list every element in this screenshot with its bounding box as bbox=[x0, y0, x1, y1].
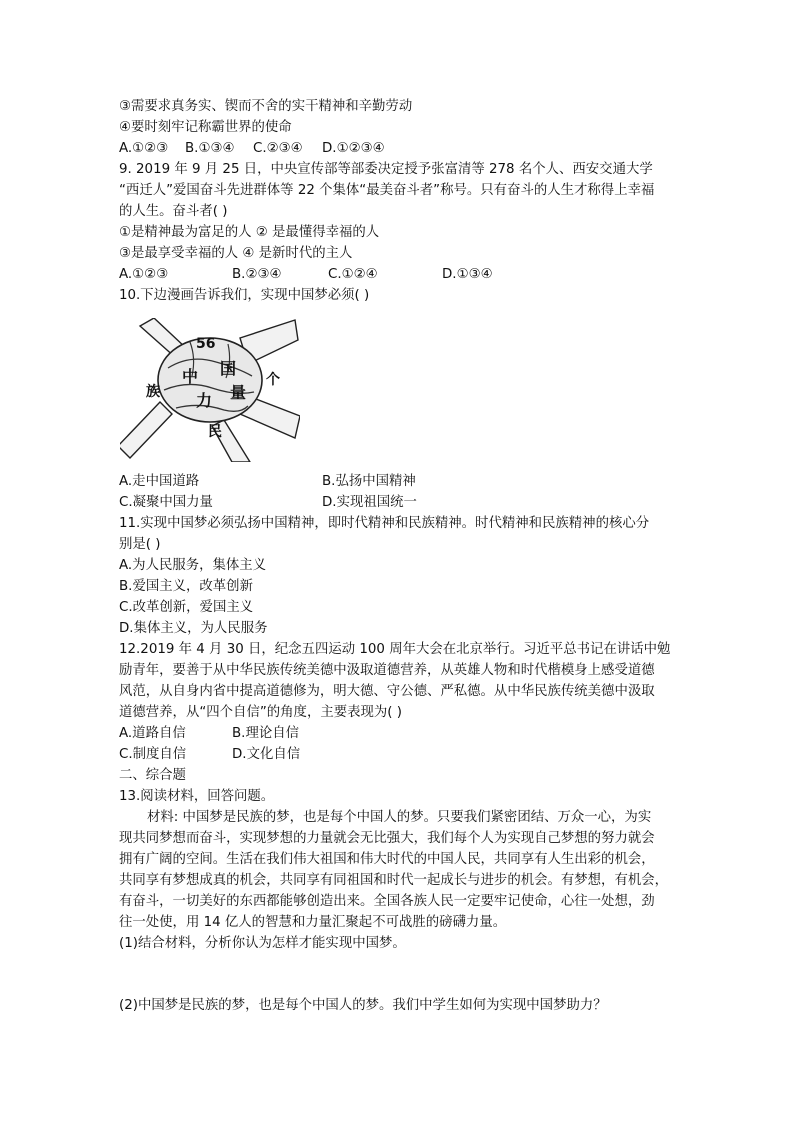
q10-option-a: A.走中国道路 bbox=[119, 474, 200, 489]
q12-option-c: C.制度自信 bbox=[119, 747, 187, 762]
q13-material-line-5: 有奋斗，一切美好的东西都能够创造出来。全国各族人民一定要牢记使命，心往一处想，劲 bbox=[119, 894, 655, 909]
arm-bottom-left bbox=[120, 402, 172, 458]
q13-material-line-2: 现共同梦想而奋斗，实现梦想的力量就会无比强大，我们每个人为实现自己梦想的努力就会 bbox=[119, 831, 655, 846]
q12-option-d: D.文化自信 bbox=[232, 747, 301, 762]
q10-option-c: C.凝聚中国力量 bbox=[119, 495, 213, 510]
q13-material-line-6: 往一处使，用 14 亿人的智慧和力量汇聚起不可战胜的磅礴力量。 bbox=[119, 915, 507, 930]
q9-stem-line-3: 的人生。奋斗者( ) bbox=[119, 204, 228, 219]
cartoon-clasped-hands bbox=[120, 318, 300, 462]
q9-items-b: ③是最享受幸福的人 ④ 是新时代的主人 bbox=[119, 246, 353, 261]
q12-stem-line-1: 12.2019 年 4 月 30 日，纪念五四运动 100 周年大会在北京举行。习近平总书记在讲话中勉 bbox=[119, 642, 671, 657]
q8-option-c: C.②③④ bbox=[253, 141, 303, 156]
q8-option-a: A.①②③ bbox=[119, 141, 169, 156]
q8-option-b: B.①③④ bbox=[185, 141, 235, 156]
q10-stem: 10.下边漫画告诉我们，实现中国梦必须( ) bbox=[119, 288, 370, 303]
q9-option-b: B.②③④ bbox=[232, 267, 282, 282]
q9-option-c: C.①②④ bbox=[328, 267, 378, 282]
q12-stem-line-2: 励青年，要善于从中华民族传统美德中汲取道德营养，从英雄人物和时代楷模身上感受道德 bbox=[119, 663, 655, 678]
q9-stem-line-1: 9. 2019 年 9 月 25 日，中央宣传部等部委决定授予张富清等 278 名个人、西安交通大学 bbox=[119, 162, 653, 177]
q13-material-line-4: 共同享有梦想成真的机会，共同享有同祖国和时代一起成长与进步的机会。有梦想，有机会， bbox=[119, 873, 669, 888]
q8-option-d: D.①②③④ bbox=[322, 141, 385, 156]
q9-items-a: ①是精神最为富足的人 ② 是最懂得幸福的人 bbox=[119, 225, 380, 240]
q11-option-d: D.集体主义，为人民服务 bbox=[119, 621, 268, 636]
q12-option-b: B.理论自信 bbox=[232, 726, 300, 741]
q13-material-line-3: 拥有广阔的空间。生活在我们伟大祖国和伟大时代的中国人民，共同享有人生出彩的机会， bbox=[119, 852, 655, 867]
cartoon-text-56: 56 bbox=[196, 336, 216, 352]
q9-option-a: A.①②③ bbox=[119, 267, 169, 282]
q13-stem: 13.阅读材料，回答问题。 bbox=[119, 789, 275, 804]
section-heading: 二、综合题 bbox=[119, 768, 186, 783]
cartoon-text-li: 力 bbox=[196, 391, 213, 410]
cartoon-text-zu: 族 bbox=[146, 384, 160, 400]
cartoon-text-min: 民 bbox=[208, 424, 222, 440]
q12-stem-line-3: 风范，从自身内省中提高道德修为，明大德、守公德、严私德。从中华民族传统美德中汲取 bbox=[119, 684, 655, 699]
q9-option-d: D.①③④ bbox=[442, 267, 493, 282]
q11-stem-line-2: 别是( ) bbox=[119, 537, 161, 552]
q10-option-d: D.实现祖国统一 bbox=[322, 495, 417, 510]
q13-subquestion-2: (2)中国梦是民族的梦，也是每个中国人的梦。我们中学生如何为实现中国梦助力？ bbox=[119, 998, 607, 1013]
q9-stem-line-2: “西迁人”爱国奋斗先进群体等 22 个集体“最美奋斗者”称号。只有奋斗的人生才称得上幸福 bbox=[119, 183, 655, 198]
q12-option-a: A.道路自信 bbox=[119, 726, 186, 741]
q11-option-b: B.爱国主义，改革创新 bbox=[119, 579, 253, 594]
cartoon-text-guo: 国 bbox=[220, 359, 237, 378]
q8-item-4: ④要时刻牢记称霸世界的使命 bbox=[119, 120, 292, 135]
q11-option-c: C.改革创新，爱国主义 bbox=[119, 600, 254, 615]
q13-subquestion-1: (1)结合材料，分析你认为怎样才能实现中国梦。 bbox=[119, 936, 406, 951]
cartoon-text-ge: 个 bbox=[266, 372, 280, 388]
q11-option-a: A.为人民服务，集体主义 bbox=[119, 558, 267, 573]
cartoon-text-liang: 量 bbox=[230, 383, 247, 402]
q13-material-line-1: 材料: 中国梦是民族的梦，也是每个中国人的梦。只要我们紧密团结、万众一心，为实 bbox=[147, 810, 652, 825]
q12-stem-line-4: 道德营养，从“四个自信”的角度，主要表现为( ) bbox=[119, 705, 402, 720]
cartoon-text-zhong: 中 bbox=[182, 367, 199, 386]
q8-item-3: ③需要求真务实、锲而不舍的实干精神和辛勤劳动 bbox=[119, 99, 413, 114]
q11-stem-line-1: 11.实现中国梦必须弘扬中国精神，即时代精神和民族精神。时代精神和民族精神的核心分 bbox=[119, 516, 650, 531]
q10-option-b: B.弘扬中国精神 bbox=[322, 474, 416, 489]
